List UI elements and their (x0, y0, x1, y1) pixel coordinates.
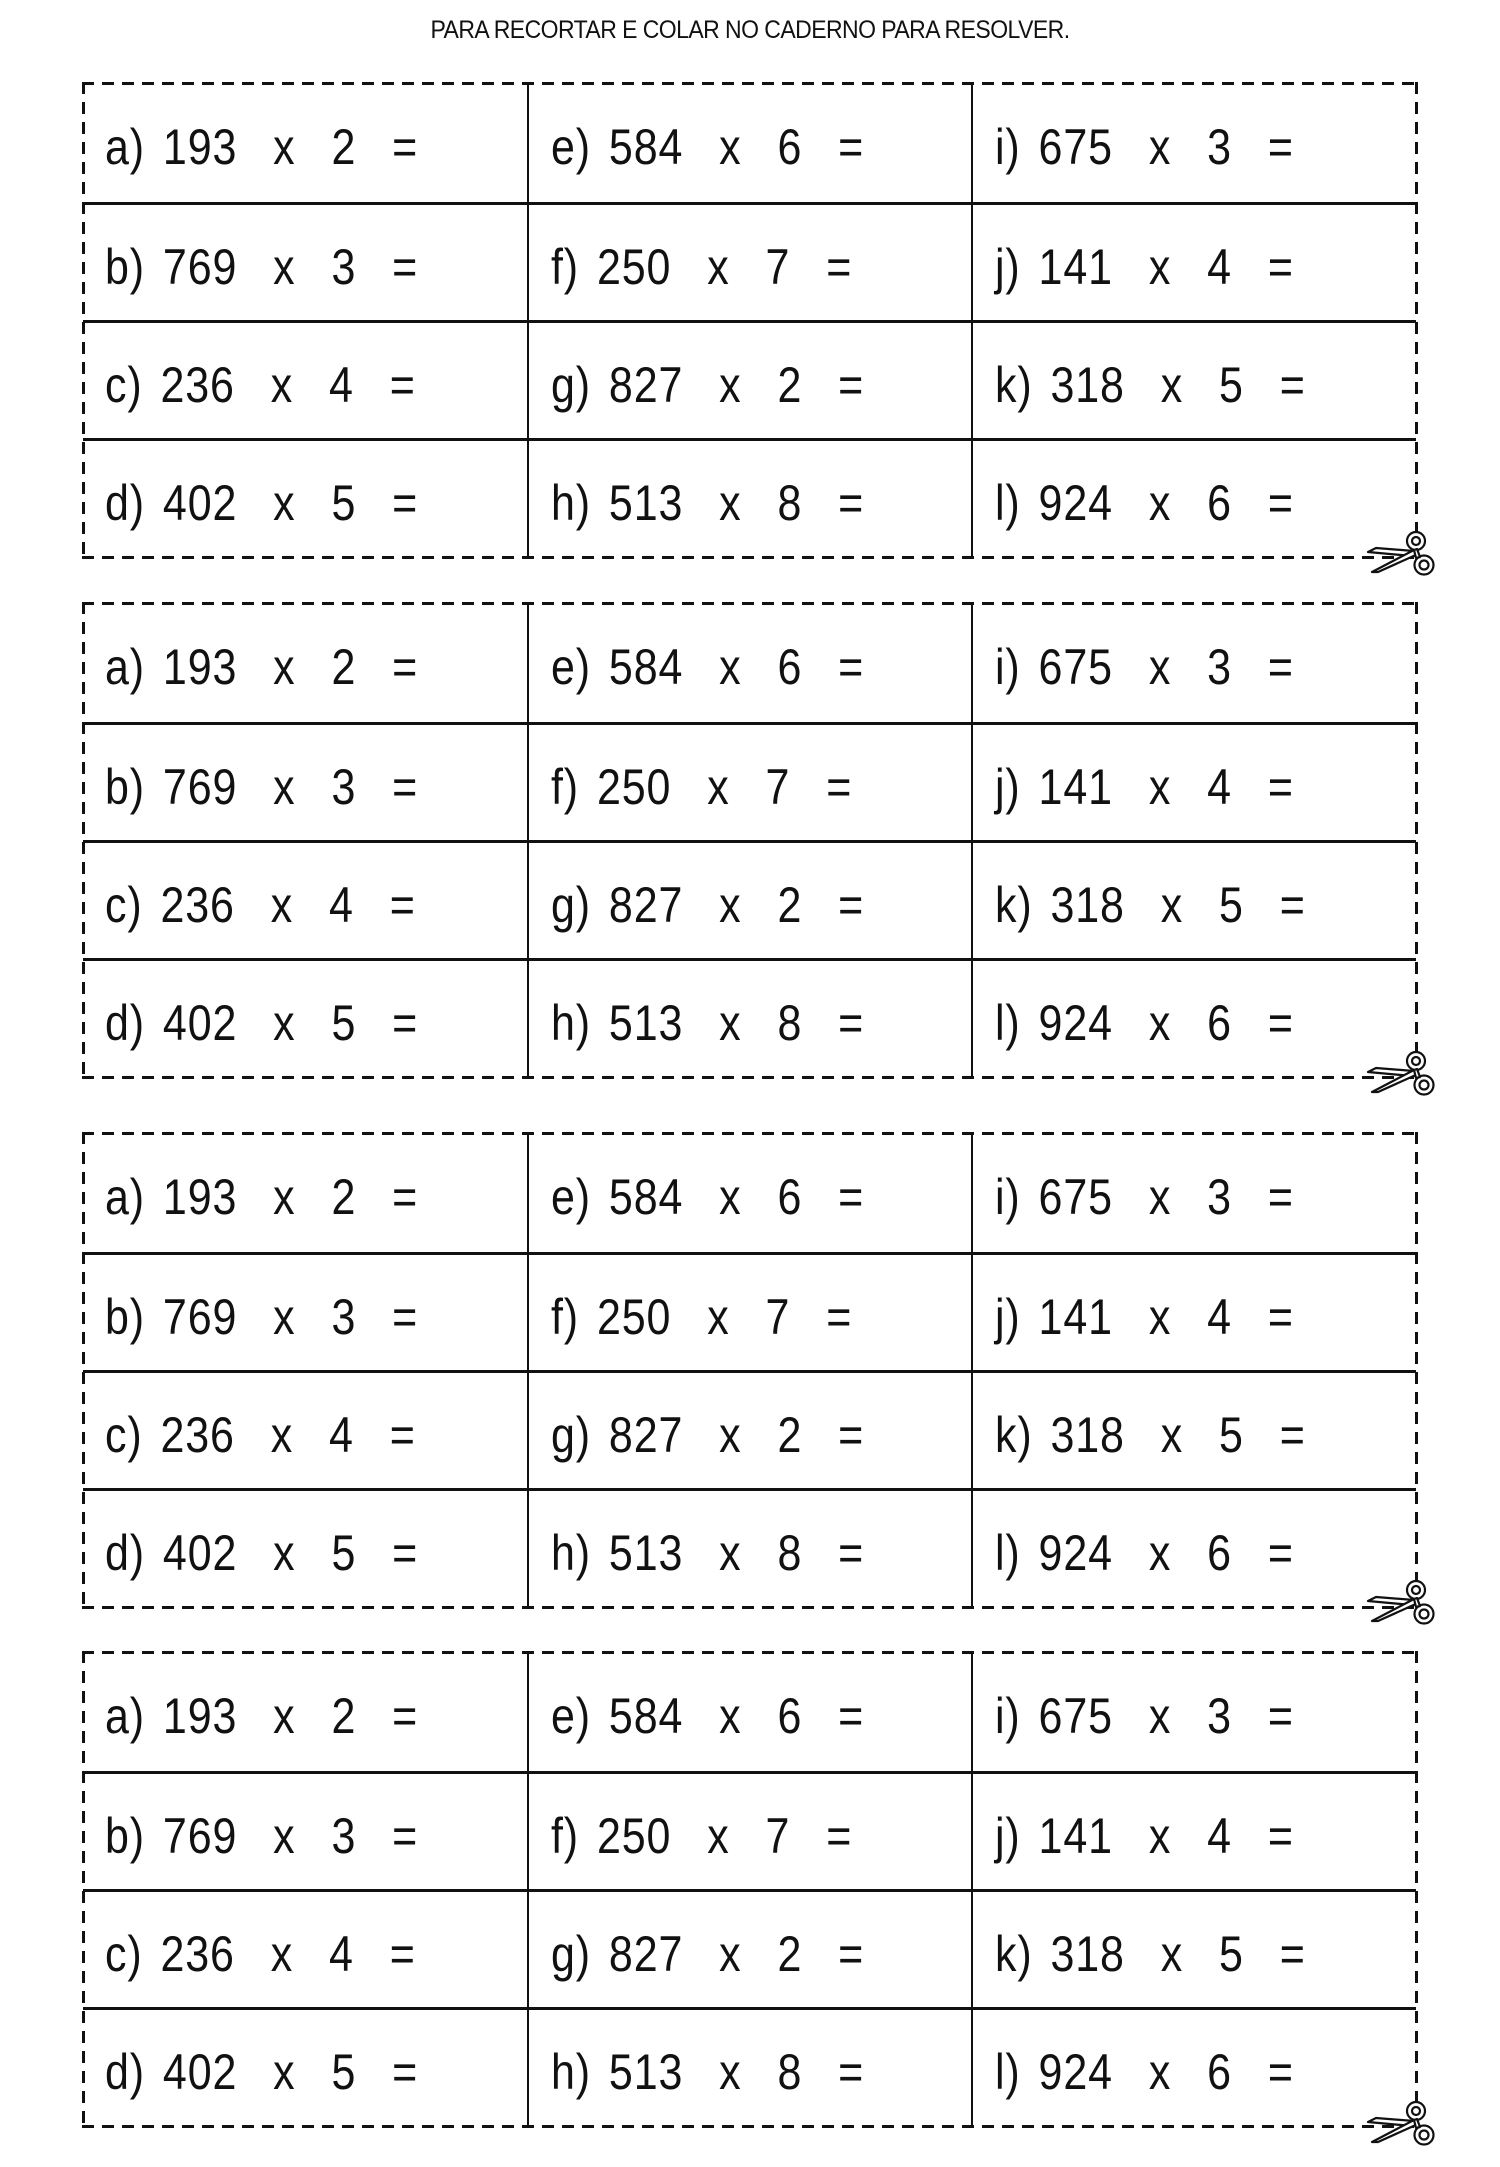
problem-cell-l (971, 2007, 1416, 2126)
scissors-icon (1364, 528, 1444, 584)
equation: a) 193 x 2 = (105, 1168, 419, 1225)
problem-cell-i (971, 1133, 1416, 1252)
equation: i) 675 x 3 = (995, 118, 1294, 175)
equation: j) 141 x 4 = (995, 238, 1294, 295)
problem-cell-f (527, 1771, 971, 1889)
equation: d) 402 x 5 = (105, 995, 419, 1051)
problem-cell-f (527, 202, 971, 320)
problem-cell-b (83, 1252, 527, 1370)
equation: b) 769 x 3 = (105, 238, 419, 295)
cut-out-card-3 (83, 1133, 1416, 1607)
problem-grid (83, 1133, 1416, 1607)
problem-cell-i (971, 603, 1416, 722)
equation: k) 318 x 5 = (995, 356, 1306, 413)
problem-cell-a (83, 83, 527, 202)
problem-cell-c (83, 840, 527, 958)
problem-cell-d (83, 958, 527, 1077)
problem-cell-h (527, 2007, 971, 2126)
problem-cell-a (83, 1133, 527, 1252)
equation: l) 924 x 6 = (995, 1525, 1294, 1581)
equation: f) 250 x 7 = (551, 238, 853, 295)
equation: a) 193 x 2 = (105, 118, 419, 175)
problem-cell-f (527, 722, 971, 840)
problem-cell-b (83, 722, 527, 840)
problem-grid (83, 1652, 1416, 2126)
problem-cell-g (527, 320, 971, 438)
problem-cell-l (971, 958, 1416, 1077)
equation: e) 584 x 6 = (551, 1168, 865, 1225)
equation: h) 513 x 8 = (551, 475, 865, 531)
equation: c) 236 x 4 = (105, 876, 416, 933)
equation: g) 827 x 2 = (551, 356, 865, 413)
equation: h) 513 x 8 = (551, 2044, 865, 2100)
cut-out-card-1 (83, 83, 1416, 557)
cut-out-card-4 (83, 1652, 1416, 2126)
equation: c) 236 x 4 = (105, 1925, 416, 1982)
equation: b) 769 x 3 = (105, 1288, 419, 1345)
problem-cell-j (971, 722, 1416, 840)
equation: d) 402 x 5 = (105, 475, 419, 531)
problem-cell-a (83, 603, 527, 722)
problem-cell-c (83, 320, 527, 438)
equation: c) 236 x 4 = (105, 356, 416, 413)
equation: j) 141 x 4 = (995, 1807, 1294, 1864)
problem-cell-k (971, 1889, 1416, 2007)
problem-cell-c (83, 1370, 527, 1488)
problem-cell-k (971, 1370, 1416, 1488)
problem-cell-h (527, 958, 971, 1077)
problem-cell-g (527, 1370, 971, 1488)
equation: k) 318 x 5 = (995, 876, 1306, 933)
problem-cell-h (527, 1488, 971, 1607)
equation: c) 236 x 4 = (105, 1406, 416, 1463)
problem-cell-e (527, 1133, 971, 1252)
problem-cell-j (971, 202, 1416, 320)
cut-out-card-2 (83, 603, 1416, 1077)
scissors-icon (1364, 1048, 1444, 1104)
equation: l) 924 x 6 = (995, 995, 1294, 1051)
equation: a) 193 x 2 = (105, 1687, 419, 1744)
problem-cell-l (971, 438, 1416, 557)
equation: a) 193 x 2 = (105, 638, 419, 695)
equation: j) 141 x 4 = (995, 1288, 1294, 1345)
problem-cell-k (971, 840, 1416, 958)
problem-cell-c (83, 1889, 527, 2007)
problem-cell-e (527, 603, 971, 722)
page-title: PARA RECORTAR E COLAR NO CADERNO PARA RESOLVER. (430, 16, 1070, 44)
problem-cell-e (527, 83, 971, 202)
equation: g) 827 x 2 = (551, 876, 865, 933)
problem-cell-b (83, 1771, 527, 1889)
equation: l) 924 x 6 = (995, 2044, 1294, 2100)
problem-cell-b (83, 202, 527, 320)
scissors-icon (1364, 1577, 1444, 1633)
problem-cell-g (527, 840, 971, 958)
problem-cell-i (971, 83, 1416, 202)
problem-cell-j (971, 1252, 1416, 1370)
equation: f) 250 x 7 = (551, 1807, 853, 1864)
equation: e) 584 x 6 = (551, 1687, 865, 1744)
problem-cell-a (83, 1652, 527, 1771)
equation: h) 513 x 8 = (551, 995, 865, 1051)
problem-cell-h (527, 438, 971, 557)
equation: j) 141 x 4 = (995, 758, 1294, 815)
equation: l) 924 x 6 = (995, 475, 1294, 531)
equation: k) 318 x 5 = (995, 1406, 1306, 1463)
problem-cell-i (971, 1652, 1416, 1771)
equation: h) 513 x 8 = (551, 1525, 865, 1581)
equation: i) 675 x 3 = (995, 1687, 1294, 1744)
equation: d) 402 x 5 = (105, 2044, 419, 2100)
problem-cell-e (527, 1652, 971, 1771)
problem-cell-f (527, 1252, 971, 1370)
equation: b) 769 x 3 = (105, 758, 419, 815)
equation: e) 584 x 6 = (551, 638, 865, 695)
equation: f) 250 x 7 = (551, 758, 853, 815)
problem-cell-k (971, 320, 1416, 438)
problem-grid (83, 83, 1416, 557)
equation: f) 250 x 7 = (551, 1288, 853, 1345)
problem-cell-l (971, 1488, 1416, 1607)
equation: e) 584 x 6 = (551, 118, 865, 175)
problem-grid (83, 603, 1416, 1077)
problem-cell-j (971, 1771, 1416, 1889)
equation: k) 318 x 5 = (995, 1925, 1306, 1982)
equation: i) 675 x 3 = (995, 638, 1294, 695)
problem-cell-d (83, 2007, 527, 2126)
problem-cell-g (527, 1889, 971, 2007)
scissors-icon (1364, 2098, 1444, 2154)
problem-cell-d (83, 1488, 527, 1607)
equation: g) 827 x 2 = (551, 1406, 865, 1463)
equation: g) 827 x 2 = (551, 1925, 865, 1982)
equation: b) 769 x 3 = (105, 1807, 419, 1864)
equation: d) 402 x 5 = (105, 1525, 419, 1581)
problem-cell-d (83, 438, 527, 557)
equation: i) 675 x 3 = (995, 1168, 1294, 1225)
